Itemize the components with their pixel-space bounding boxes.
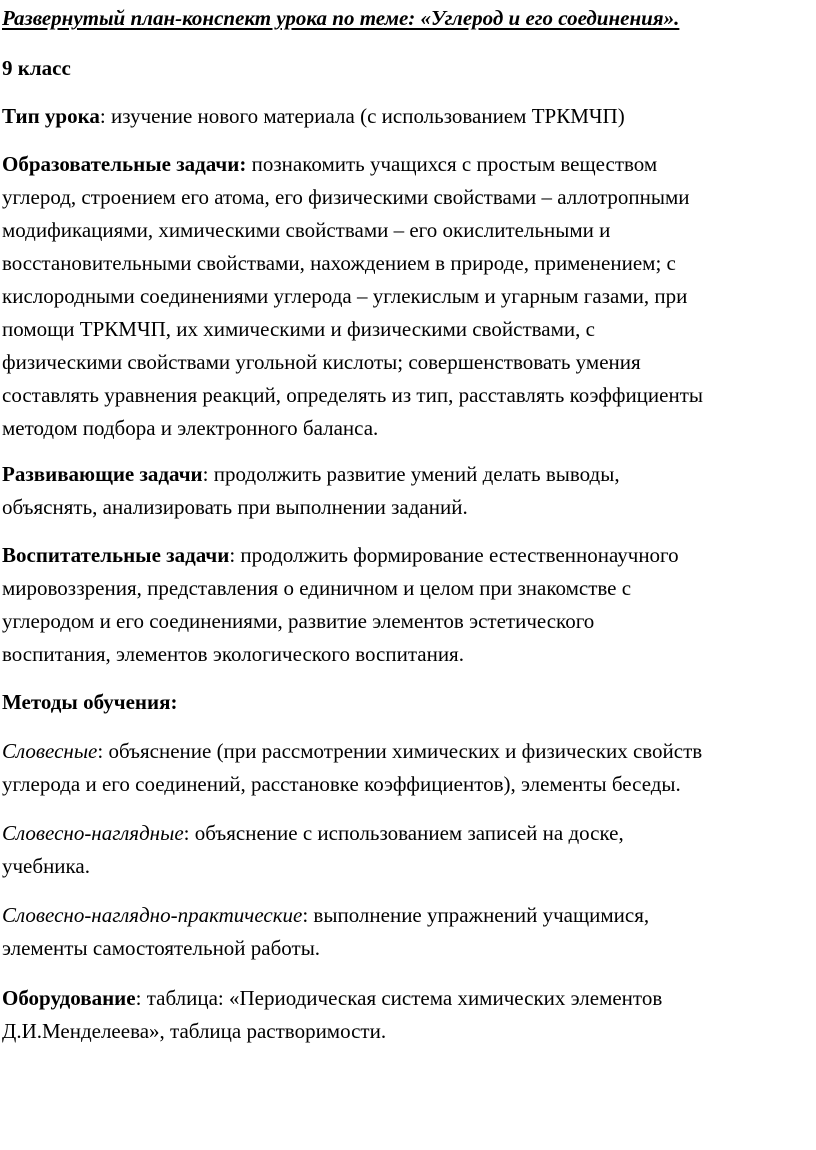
equipment-label: Оборудование bbox=[2, 986, 136, 1010]
lesson-type-text: : изучение нового материала (с использованием ТРКМЧП) bbox=[99, 104, 625, 128]
equipment-first-line bbox=[2, 982, 662, 1014]
developing-objectives-label: Развивающие задачи bbox=[2, 462, 203, 486]
educational-objectives-line: помощи ТРКМЧП, их химическими и физическими свойствами, с bbox=[2, 317, 595, 341]
methods-heading: Методы обучения: bbox=[2, 690, 178, 714]
grade-line: 9 класс bbox=[2, 56, 71, 80]
educational-objectives-line: составлять уравнения реакций, определять из тип, расставлять коэффициенты bbox=[2, 383, 703, 407]
upbringing-objectives-line: мировоззрения, представления о единичном и целом при знакомстве с bbox=[2, 576, 632, 600]
verbal-visual-practical-method-first-line bbox=[2, 899, 649, 931]
verbal-visual-practical-method-label: Словесно-наглядно-практические bbox=[2, 903, 303, 927]
developing-objectives-line: объяснять, анализировать при выполнении заданий. bbox=[2, 495, 468, 519]
verbal-visual-practical-method-text: : выполнение упражнений учащимися, bbox=[302, 903, 650, 927]
educational-objectives-line: методом подбора и электронного баланса. bbox=[2, 416, 379, 440]
lesson-type-label: Тип урока bbox=[2, 104, 100, 128]
educational-objectives-line: физическими свойствами угольной кислоты; совершенствовать умения bbox=[2, 350, 641, 374]
upbringing-objectives-first-line bbox=[2, 539, 679, 571]
developing-objectives-text: : продолжить развитие умений делать выводы, bbox=[202, 462, 620, 486]
equipment-text: : таблица: «Периодическая система химических элементов bbox=[135, 986, 663, 1010]
verbal-method-line: углерода и его соединений, расстановке коэффициентов), элементы беседы. bbox=[2, 772, 681, 796]
upbringing-objectives-line: воспитания, элементов экологического воспитания. bbox=[2, 642, 464, 666]
developing-objectives-first-line bbox=[2, 458, 620, 490]
educational-objectives-line: кислородными соединениями углерода – углекислым и угарным газами, при bbox=[2, 284, 688, 308]
document-page bbox=[2, 0, 816, 1150]
verbal-visual-method-line: учебника. bbox=[2, 854, 90, 878]
educational-objectives-line: восстановительными свойствами, нахождением в природе, применением; с bbox=[2, 251, 676, 275]
educational-objectives-text: познакомить учащихся с простым веществом bbox=[246, 152, 658, 176]
equipment-line: Д.И.Менделеева», таблица растворимости. bbox=[2, 1019, 387, 1043]
verbal-visual-practical-method-line: элементы самостоятельной работы. bbox=[2, 936, 321, 960]
educational-objectives-first-line bbox=[2, 148, 657, 180]
document-title: Развернутый план-конспект урока по теме: «Углерод и его соединения». bbox=[2, 6, 680, 30]
educational-objectives-line: модификациями, химическими свойствами – его окислительными и bbox=[2, 218, 611, 242]
upbringing-objectives-text: : продолжить формирование естественнонаучного bbox=[229, 543, 679, 567]
verbal-visual-method-label: Словесно-наглядные bbox=[2, 821, 184, 845]
educational-objectives-line: углерод, строением его атома, его физическими свойствами – аллотропными bbox=[2, 185, 690, 209]
upbringing-objectives-label: Воспитательные задачи bbox=[2, 543, 230, 567]
educational-objectives-label: Образовательные задачи: bbox=[2, 152, 247, 176]
verbal-visual-method-text: : объяснение с использованием записей на доске, bbox=[183, 821, 624, 845]
upbringing-objectives-line: углеродом и его соединениями, развитие элементов эстетического bbox=[2, 609, 595, 633]
lesson-type-paragraph bbox=[2, 100, 625, 132]
verbal-method-label: Словесные bbox=[2, 739, 98, 763]
verbal-method-first-line bbox=[2, 735, 702, 767]
verbal-visual-method-first-line bbox=[2, 817, 624, 849]
verbal-method-text: : объяснение (при рассмотрении химических и физических свойств bbox=[97, 739, 703, 763]
